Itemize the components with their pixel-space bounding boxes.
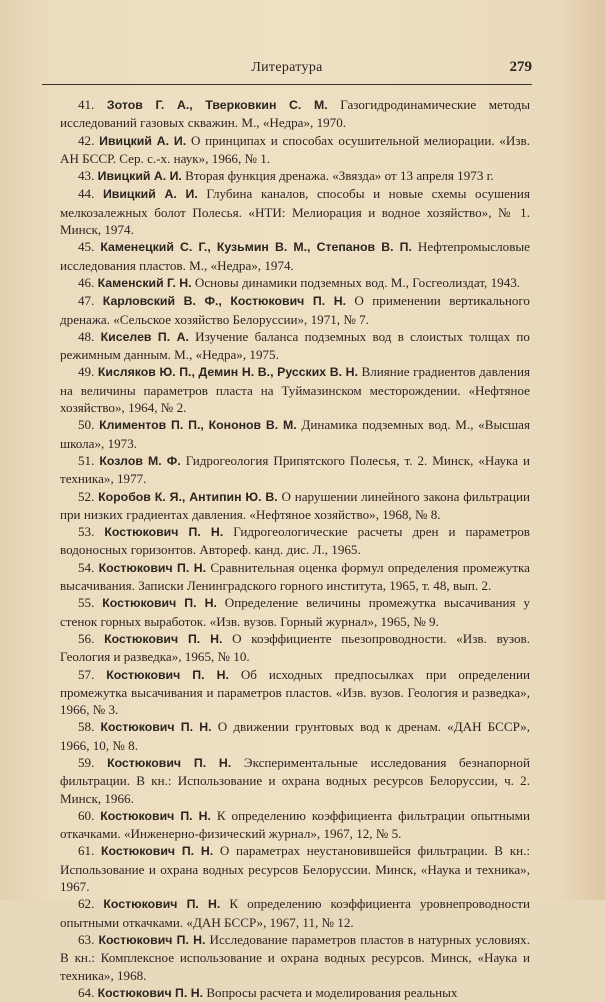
- reference-authors: Каменский Г. Н.: [97, 275, 192, 290]
- reference-authors: Карловский В. Ф., Костюкович П. Н.: [102, 294, 346, 309]
- reference-number: 54.: [78, 559, 95, 575]
- reference-text: О коэффициенте пьезопроводности. «Изв. вузов. Геология и разведка», 1965, № 10.: [60, 630, 530, 665]
- reference-authors: Костюкович П. Н.: [107, 755, 232, 770]
- reference-entry: [60, 718, 530, 754]
- reference-number: 50.: [78, 417, 95, 433]
- reference-entry: [60, 594, 530, 630]
- reference-number: 55.: [78, 595, 95, 611]
- reference-authors: Костюкович П. Н.: [100, 720, 212, 735]
- reference-number: 64.: [78, 984, 95, 1000]
- reference-number: 52.: [78, 488, 95, 504]
- reference-authors: Козлов М. Ф.: [99, 453, 181, 468]
- reference-authors: Ивицкий А. И.: [102, 187, 198, 202]
- reference-entry: [60, 185, 530, 238]
- reference-authors: Костюкович П. Н.: [97, 985, 204, 1000]
- reference-entry: [60, 96, 530, 132]
- reference-number: 43.: [78, 168, 95, 184]
- reference-authors: Коробов К. Я., Антипин Ю. В.: [98, 489, 278, 504]
- reference-entry: [60, 328, 530, 364]
- reference-number: 42.: [78, 132, 95, 148]
- reference-text: Экспериментальные исследования безнапорной фильтрации. В кн.: Использование и охрана водных ресурсов Белоруссии, ч. 2. Минск, 1966.: [60, 754, 530, 806]
- reference-authors: Ивицкий А. И.: [99, 133, 187, 148]
- reference-authors: Киселев П. А.: [100, 329, 189, 344]
- reference-number: 45.: [78, 239, 95, 255]
- reference-text: Газогидродинамические методы исследований газовых скважин. М., «Недра», 1970.: [60, 97, 530, 131]
- reference-text: Динамика подземных вод. М., «Высшая школа», 1973.: [60, 417, 530, 451]
- reference-entry: [60, 931, 530, 984]
- reference-authors: Зотов Г. А., Тверковкин С. М.: [106, 98, 328, 112]
- reference-entry: [60, 452, 530, 488]
- reference-authors: Костюкович П. Н.: [98, 560, 207, 575]
- reference-number: 41.: [78, 97, 95, 112]
- reference-number: 61.: [78, 843, 95, 859]
- reference-number: 46.: [78, 274, 95, 290]
- reference-text: Вторая функция дренажа. «Звязда» от 13 апреля 1973 г.: [185, 168, 494, 184]
- reference-entry: [60, 666, 530, 719]
- reference-text: Влияние градиентов давления на величины параметров пласта на Туймазинском месторождении. «Нефтяное хозяйство», 1964, № 2.: [60, 364, 530, 416]
- reference-authors: Костюкович П. Н.: [103, 897, 221, 912]
- running-header: [42, 60, 532, 82]
- reference-entry: [60, 132, 530, 168]
- reference-entry: [60, 274, 530, 292]
- reference-text: Нефтепромысловые исследования пластов. М., «Недра», 1974.: [60, 239, 530, 273]
- reference-text: Определение величины промежутка высачивания у стенок горных выработок. «Изв. вузов. Горный журнал», 1965, № 9.: [60, 595, 530, 629]
- reference-number: 60.: [78, 807, 95, 823]
- reference-text: Исследование параметров пластов в натурных условиях. В кн.: Комплексное использование и охрана водных ресурсов. Минск, «Наука и техника», 1968.: [60, 931, 530, 983]
- reference-entry: [60, 416, 530, 452]
- reference-text: Гидрогеологические расчеты дрен и параметров водоносных горизонтов. Автореф. канд. дис. Л., 1965.: [60, 524, 530, 558]
- reference-authors: Костюкович П. Н.: [102, 596, 217, 611]
- reference-number: 63.: [78, 931, 95, 947]
- reference-authors: Кисляков Ю. П., Демин Н. В., Русских В. Н.: [97, 365, 358, 380]
- reference-text: О применении вертикального дренажа. «Сельское хозяйство Белоруссии», 1971, № 7.: [60, 293, 530, 327]
- reference-text: Об исходных предпосылках при определении промежутка высачивания и параметров пластов. «Изв. вузов. Геология и разведка», 1966, № 3.: [60, 666, 530, 718]
- reference-number: 49.: [78, 364, 95, 380]
- page-number: 279: [509, 59, 532, 75]
- reference-authors: Костюкович П. Н.: [101, 844, 214, 859]
- reference-number: 56.: [78, 630, 95, 646]
- reference-authors: Костюкович П. Н.: [104, 631, 223, 646]
- reference-text: Глубина каналов, способы и новые схемы осушения мелкозалежных болот Полесья. «НТИ: Мелиорация и водное хозяйство», № 1. Минск, 1974.: [60, 186, 530, 238]
- reference-entry: [60, 488, 530, 524]
- reference-authors: Костюкович П. Н.: [100, 808, 211, 823]
- reference-authors: Каменецкий С. Г., Кузьмин В. М., Степанов В. П.: [100, 240, 412, 255]
- reference-number: 59.: [78, 754, 95, 770]
- reference-text: Вопросы расчета и моделирования реальных: [206, 984, 458, 1000]
- reference-text: О принципах и способах осушительной мелиорации. «Изв. АН БССР. Сер. с.-х. наук», 1966, № 1.: [60, 132, 530, 166]
- reference-number: 44.: [78, 186, 95, 202]
- reference-entry: [60, 895, 530, 931]
- reference-text: К определению коэффициента фильтрации опытными откачками. «Инженерно-физический журнал», 1967, 12, № 5.: [60, 807, 530, 842]
- reference-number: 47.: [78, 293, 95, 309]
- reference-number: 53.: [78, 524, 95, 540]
- reference-entry: [60, 754, 530, 807]
- reference-text: О движении грунтовых вод к дренам. «ДАН БССР», 1966, 10, № 8.: [60, 719, 531, 753]
- reference-number: 62.: [78, 896, 95, 912]
- reference-text: Изучение баланса подземных вод в слоистых толщах по режимным данным. М., «Недра», 1975.: [60, 328, 530, 363]
- reference-text: О нарушении линейного закона фильтрации при низких градиентах давления. «Нефтяное хозяйство», 1968, № 8.: [60, 488, 531, 522]
- reference-number: 48.: [78, 328, 95, 344]
- reference-number: 51.: [78, 452, 95, 468]
- reference-entry: [60, 842, 530, 895]
- header-rule: [42, 84, 532, 85]
- reference-entry: [60, 807, 530, 843]
- reference-entry: [60, 292, 530, 328]
- reference-number: 58.: [78, 719, 95, 735]
- reference-entry: [60, 363, 530, 416]
- reference-entry: [60, 523, 530, 559]
- reference-authors: Костюкович П. Н.: [98, 932, 206, 947]
- reference-entry: [60, 630, 530, 666]
- reference-authors: Климентов П. П., Кононов В. М.: [99, 418, 297, 433]
- reference-list: [60, 96, 530, 1002]
- reference-text: Гидрогеология Припятского Полесья, т. 2. Минск, «Наука и техника», 1977.: [60, 452, 530, 487]
- reference-authors: Костюкович П. Н.: [106, 667, 229, 682]
- reference-text: Основы динамики подземных вод. М., Госгеолиздат, 1943.: [194, 274, 521, 290]
- reference-authors: Костюкович П. Н.: [104, 525, 224, 540]
- reference-entry: [60, 984, 530, 1002]
- reference-entry: [60, 167, 530, 185]
- section-title: Литература: [251, 60, 323, 75]
- reference-text: Сравнительная оценка формул определения промежутка высачивания. Записки Ленинградского горного института, 1965, т. 48, вып. 2.: [60, 559, 530, 594]
- reference-entry: [60, 238, 530, 274]
- reference-entry: [60, 559, 530, 595]
- reference-authors: Ивицкий А. И.: [97, 169, 182, 184]
- reference-text: К определению коэффициента уровнепроводности опытными откачками. «ДАН БССР», 1967, 11, № 12.: [60, 896, 531, 930]
- reference-text: О параметрах неустановившейся фильтрации. В кн.: Использование и охрана водных ресурсов Белоруссии. Минск, «Наука и техника», 1967.: [60, 843, 530, 895]
- reference-number: 57.: [78, 666, 95, 682]
